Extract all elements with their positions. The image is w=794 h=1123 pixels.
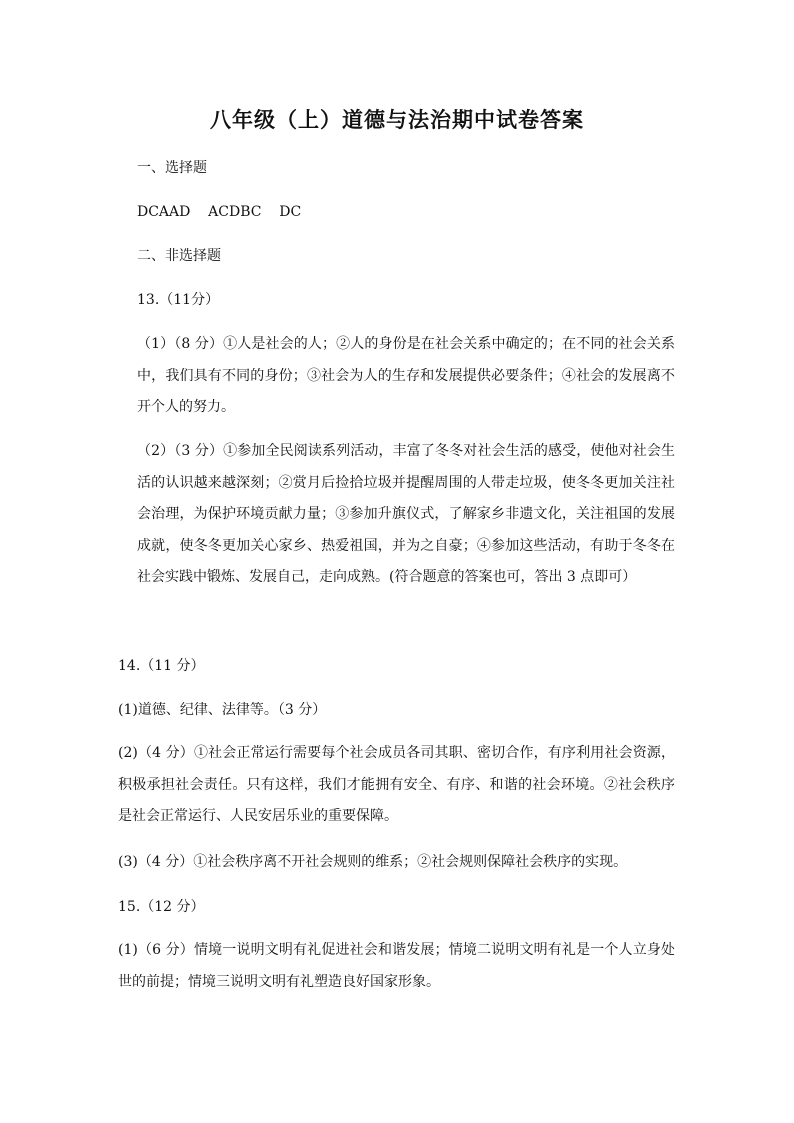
section1-answers: DCAAD ACDBC DC (137, 204, 302, 220)
page-title: 八年级（上）道德与法治期中试卷答案 (210, 108, 584, 132)
section2-heading: 二、非选择题 (137, 248, 221, 264)
q14-part1: (1)道德、纪律、法律等。（3 分） (118, 702, 327, 718)
q14-part3: (3)（4 分）①社会秩序离不开社会规则的维系；②社会规则保障社会秩序的实现。 (118, 854, 628, 870)
q13-heading: 13.（11分） (137, 292, 220, 308)
q14-part2: (2)（4 分）①社会正常运行需要每个社会成员各司其职、密切合作，有序利用社会资源，积极承担社会责任。只有这样，我们才能拥有安全、有序、和谐的社会环境。②社会秩序是社会正常运行、人民安居乐业的重要保障。 (118, 745, 675, 824)
q15-part1: (1)（6 分）情境一说明文明有礼促进社会和谐发展；情境二说明文明有礼是一个人立身处世的前提；情境三说明文明有礼塑造良好国家形象。 (118, 942, 675, 990)
section1-heading: 一、选择题 (137, 160, 207, 176)
q15-heading: 15.（12 分） (118, 899, 205, 915)
q14-heading: 14.（11 分） (118, 658, 205, 674)
q13-part1: （1）（8 分）①人是社会的人；②人的身份是在社会关系中确定的；在不同的社会关系中，我们具有不同的身份；③社会为人的生存和发展提供必要条件；④社会的发展离不开个人的努力。 (137, 336, 675, 415)
q13-part2: （2）（3 分）①参加全民阅读系列活动，丰富了冬冬对社会生活的感受，使他对社会生活的认识越来越深刻；②赏月后捡拾垃圾并提醒周围的人带走垃圾，使冬冬更加关注社会治理，为保护环境贡献力量；③参加升旗仪式，了解家乡非遗文化，关注祖国的发展成就，使冬冬更加关心家乡、热爱祖国，并为之自豪；④参加这些活动，有助于冬冬在社会实践中锻炼、发展自己，走向成熟。(符合题意的答案也可，答出 3 点即可） (137, 443, 675, 585)
